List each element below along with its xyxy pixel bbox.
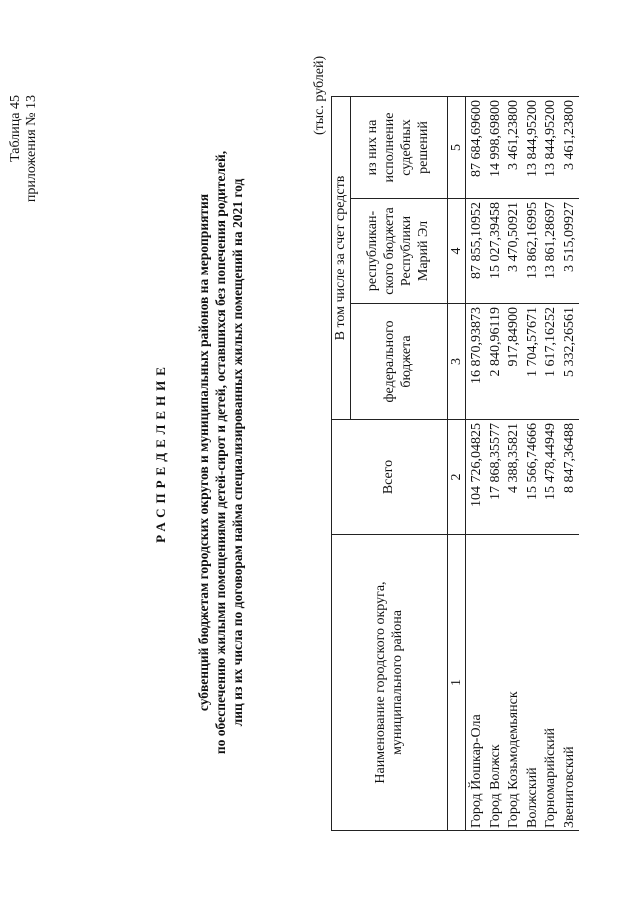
row-court: 14 998,69800 xyxy=(487,97,506,199)
row-republic: 3 470,50921 xyxy=(505,199,524,304)
row-federal: 2 840,96119 xyxy=(487,304,506,420)
row-court: 13 844,95200 xyxy=(542,97,561,199)
row-court: 3 461,23800 xyxy=(561,97,580,199)
row-court: 13 844,95200 xyxy=(524,97,543,199)
row-name: Город Волжск xyxy=(487,535,506,831)
row-federal: 5 332,26561 xyxy=(561,304,580,420)
table-row xyxy=(524,97,543,831)
header-name: Наименование городского округа, муниципального района xyxy=(332,535,448,831)
row-total: 15 478,44949 xyxy=(542,420,561,535)
row-republic: 3 515,09927 xyxy=(561,199,580,304)
column-number: 2 xyxy=(448,420,466,535)
header-republic: республикан-ского бюджета Республики Марий Эл xyxy=(351,199,448,304)
header-total: Всего xyxy=(332,420,448,535)
row-total: 17 868,35577 xyxy=(487,420,506,535)
row-name: Звениговский xyxy=(561,535,580,831)
row-federal: 16 870,93873 xyxy=(466,304,487,420)
row-federal: 1 704,57671 xyxy=(524,304,543,420)
distribution-table xyxy=(331,96,579,831)
row-republic: 87 855,10952 xyxy=(466,199,487,304)
row-name: Город Йошкар-Ола xyxy=(466,535,487,831)
table-row xyxy=(542,97,561,831)
annex-number-label: приложения № 13 xyxy=(24,95,39,203)
header-row-top xyxy=(332,97,351,831)
column-number: 1 xyxy=(448,535,466,831)
table-row xyxy=(561,97,580,831)
row-court: 87 684,69600 xyxy=(466,97,487,199)
table-number-label: Таблица 45 xyxy=(8,95,23,162)
row-total: 8 847,36488 xyxy=(561,420,580,535)
header-group: В том числе за счет средств xyxy=(332,97,351,420)
row-republic: 13 862,16995 xyxy=(524,199,543,304)
subtitle-line-3: лиц из их числа по договорам найма специализированных жилых помещений на 2021 год xyxy=(230,178,245,727)
header-court: из них на исполнение судебных решений xyxy=(351,97,448,199)
row-total: 15 566,74666 xyxy=(524,420,543,535)
row-federal: 1 617,16252 xyxy=(542,304,561,420)
subtitle-line-1: субвенций бюджетам городских округов и муниципальных районов на мероприятия xyxy=(196,193,211,712)
row-name: Город Козьмодемьянск xyxy=(505,535,524,831)
units-label: (тыс. рублей) xyxy=(312,55,327,135)
table-row xyxy=(487,97,506,831)
row-court: 3 461,23800 xyxy=(505,97,524,199)
table-row xyxy=(466,97,487,831)
row-name: Волжский xyxy=(524,535,543,831)
table-row xyxy=(505,97,524,831)
row-republic: 13 861,28697 xyxy=(542,199,561,304)
row-name: Горномарийский xyxy=(542,535,561,831)
row-total: 104 726,04825 xyxy=(466,420,487,535)
row-federal: 917,84900 xyxy=(505,304,524,420)
document-title: РАСПРЕДЕЛЕНИЕ xyxy=(153,362,168,543)
column-number-row xyxy=(448,97,466,831)
header-federal: федерального бюджета xyxy=(351,304,448,420)
row-total: 4 388,35821 xyxy=(505,420,524,535)
row-republic: 15 027,39458 xyxy=(487,199,506,304)
column-number: 3 xyxy=(448,304,466,420)
column-number: 5 xyxy=(448,97,466,199)
column-number: 4 xyxy=(448,199,466,304)
subtitle-line-2: по обеспечению жилыми помещениями детей-сирот и детей, оставшихся без попечения родителей, xyxy=(213,150,228,755)
